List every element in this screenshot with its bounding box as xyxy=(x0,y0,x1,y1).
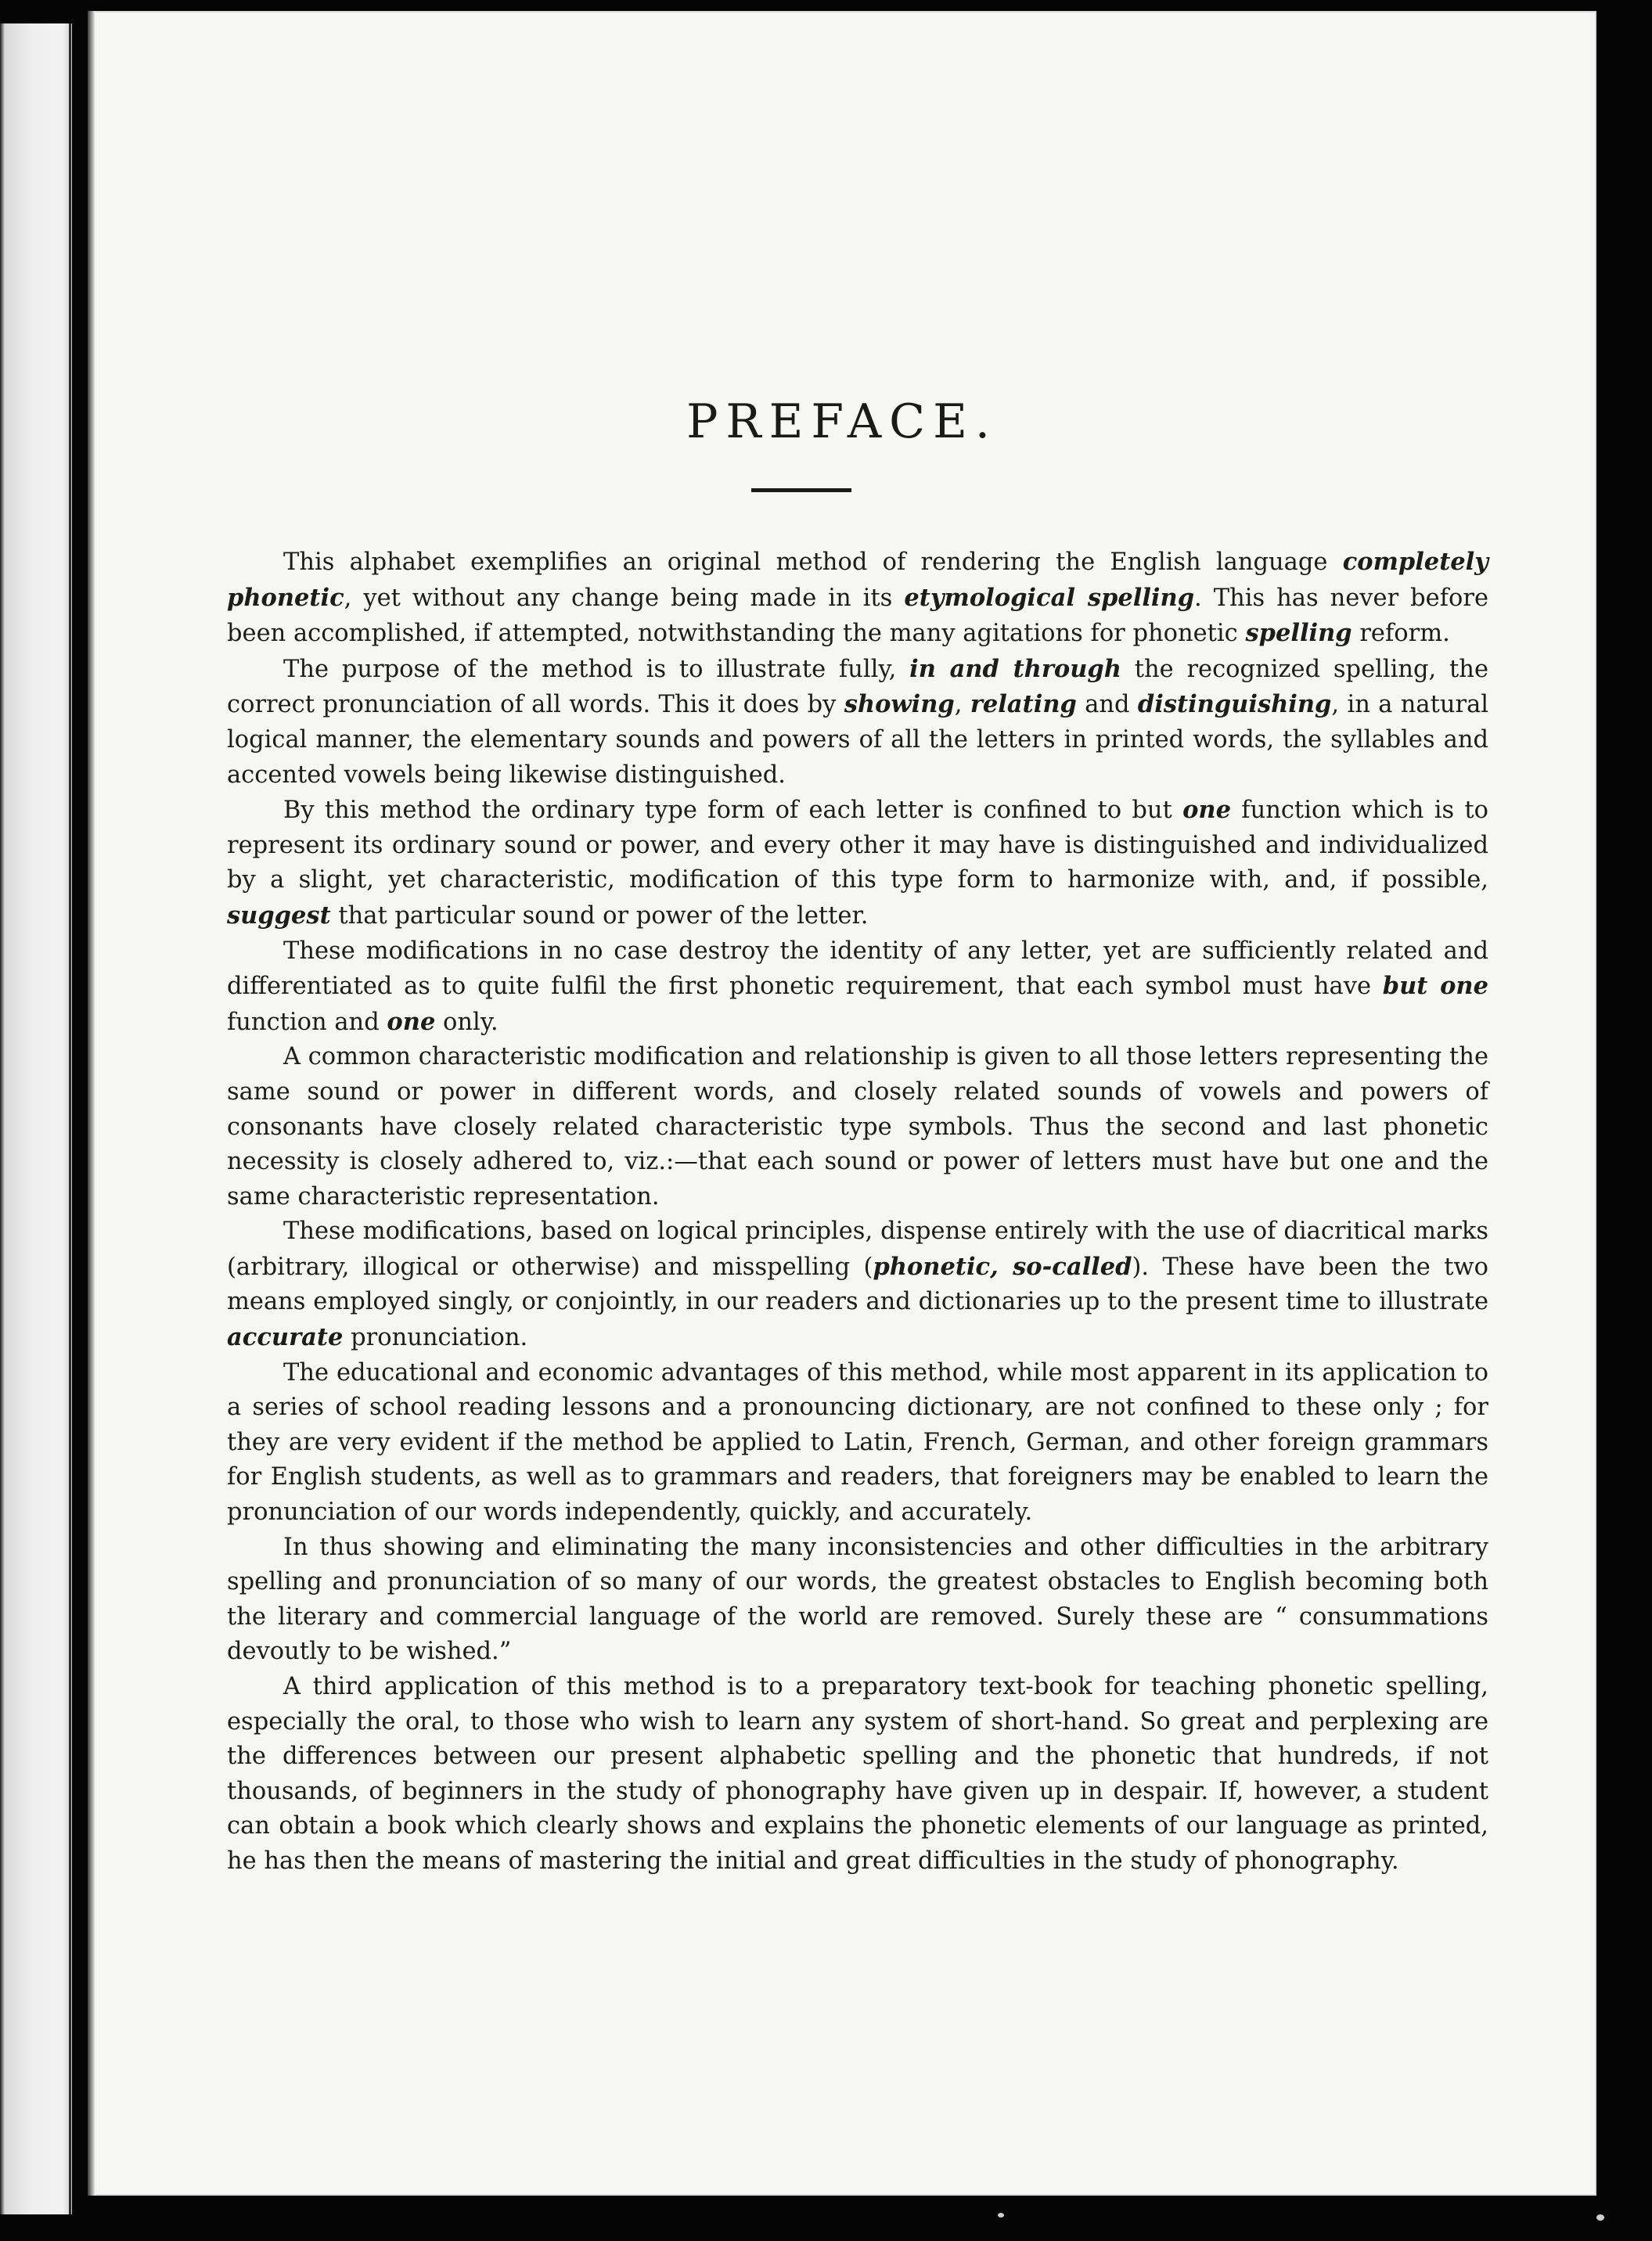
text-run: A common characteristic modification and relationship is given to all those letters representing the same sound or power in different words, and closely related sounds of vowels and powers of consonants have closely related characteristic type symbols. Thus the second and last phonetic necessity is closely adhered to, viz.:—that each sound or power of letters must have but one and the same characteristic representation. xyxy=(227,1043,1488,1210)
text-run: , xyxy=(954,691,970,719)
text-run: By this method the ordinary type form of each letter is confined to but xyxy=(283,797,1183,825)
preface-paragraph xyxy=(227,934,1488,1041)
text-run: , yet without any change being made in its xyxy=(344,584,905,612)
italic-phrase: one xyxy=(387,1007,436,1036)
italic-phrase: in and through xyxy=(909,654,1121,683)
text-run: ). These have been the two means employed singly, or conjointly, in our readers and dictionaries up to the present time to illustrate xyxy=(227,1253,1489,1316)
preface-paragraph xyxy=(227,1214,1488,1355)
page-sheet xyxy=(88,11,1596,2196)
text-run: function and xyxy=(227,1008,387,1036)
text-run: and xyxy=(1076,691,1138,719)
text-run: . This has never before been accomplished, if attempted, notwithstanding the many agitations for phonetic xyxy=(227,584,1489,648)
scan-speck xyxy=(1596,2214,1604,2221)
text-run: the recognized spelling, the correct pronunciation of all words. This it does by xyxy=(227,655,1488,719)
text-run: The educational and economic advantages of this method, while most apparent in its application to a series of school reading lessons and a pronouncing dictionary, are not confined to these only ; for they are very evident if the method be applied to Latin, French, German, and other foreign grammars for English students, as well as to grammars and readers, that foreigners may be enabled to learn the pronunciation of our words independently, quickly, and accurately. xyxy=(227,1358,1488,1527)
preface-paragraph xyxy=(227,793,1488,933)
italic-phrase: accurate xyxy=(227,1323,344,1352)
text-run: only. xyxy=(435,1008,498,1036)
scan-artifacts xyxy=(0,2211,1652,2227)
text-run: function which is to represent its ordinary sound or power, and every other it may have is distinguished and individualized by a slight, yet characteristic, modification of this type form to harmonize with, and, if possible, xyxy=(227,797,1488,894)
page-gutter-shadow xyxy=(88,11,95,2196)
italic-phrase: suggest xyxy=(227,901,331,930)
text-run: reform. xyxy=(1351,620,1450,648)
preface-paragraph xyxy=(227,1670,1488,1879)
text-run: This alphabet exemplifies an original method of rendering the English language xyxy=(283,549,1343,576)
preface-paragraph xyxy=(227,1531,1488,1670)
previous-page-edge xyxy=(0,23,72,2214)
text-run: pronunciation. xyxy=(343,1324,528,1352)
text-run: These modifications, based on logical principles, dispense entirely with the use of diacritical marks (arbitrary, illogical or otherwise) and misspelling ( xyxy=(227,1218,1488,1281)
text-run: that particular sound or power of the letter. xyxy=(330,901,869,930)
italic-phrase: relating xyxy=(970,690,1077,719)
italic-phrase: distinguishing xyxy=(1137,690,1332,719)
text-run: These modifications in no case destroy the identity of any letter, yet are sufficiently related and differentiated as to quite fulfil the first phonetic requirement, that each symbol must have xyxy=(227,937,1488,1001)
italic-phrase: showing xyxy=(844,690,955,719)
italic-phrase: but one xyxy=(1382,972,1488,1001)
italic-phrase: completely phonetic xyxy=(227,548,1488,612)
text-run: , in a natural logical manner, the elementary sounds and powers of all the letters in printed words, the syllables and accented vowels being likewise distinguished. xyxy=(227,691,1489,789)
scan-speck xyxy=(998,2213,1004,2218)
preface-paragraph xyxy=(227,1040,1488,1214)
preface-paragraph xyxy=(227,1356,1488,1531)
preface-paragraph xyxy=(227,652,1488,793)
heading-rule xyxy=(751,488,851,492)
text-run: The purpose of the method is to illustrate fully, xyxy=(283,655,910,683)
preface-body xyxy=(227,545,1488,1879)
preface-paragraph xyxy=(227,545,1488,652)
text-run: A third application of this method is to a preparatory text-book for teaching phonetic spelling, especially the oral, to those who wish to learn any system of short-hand. So great and perplexing are the differences between our present alphabetic spelling and the phonetic that hundreds, if not thousands, of beginners in the study of phonography have given up in despair. If, however, a student can obtain a book which clearly shows and explains the phonetic elements of our language as printed, he has then the means of mastering the initial and great difficulties in the study of phonography. xyxy=(227,1673,1488,1875)
italic-phrase: spelling xyxy=(1245,619,1352,648)
page-heading: PREFACE. xyxy=(686,394,998,449)
italic-phrase: phonetic, so-called xyxy=(873,1252,1132,1281)
binding-edge-line xyxy=(69,23,71,2214)
italic-phrase: one xyxy=(1182,796,1232,825)
text-run: In thus showing and eliminating the many inconsistencies and other difficulties in the arbitrary spelling and pronunciation of so many of our words, the greatest obstacles to English becoming both the literary and commercial language of the world are removed. Surely these are “ consummations devoutly to be wished.” xyxy=(227,1533,1488,1666)
italic-phrase: etymological spelling xyxy=(904,583,1195,612)
